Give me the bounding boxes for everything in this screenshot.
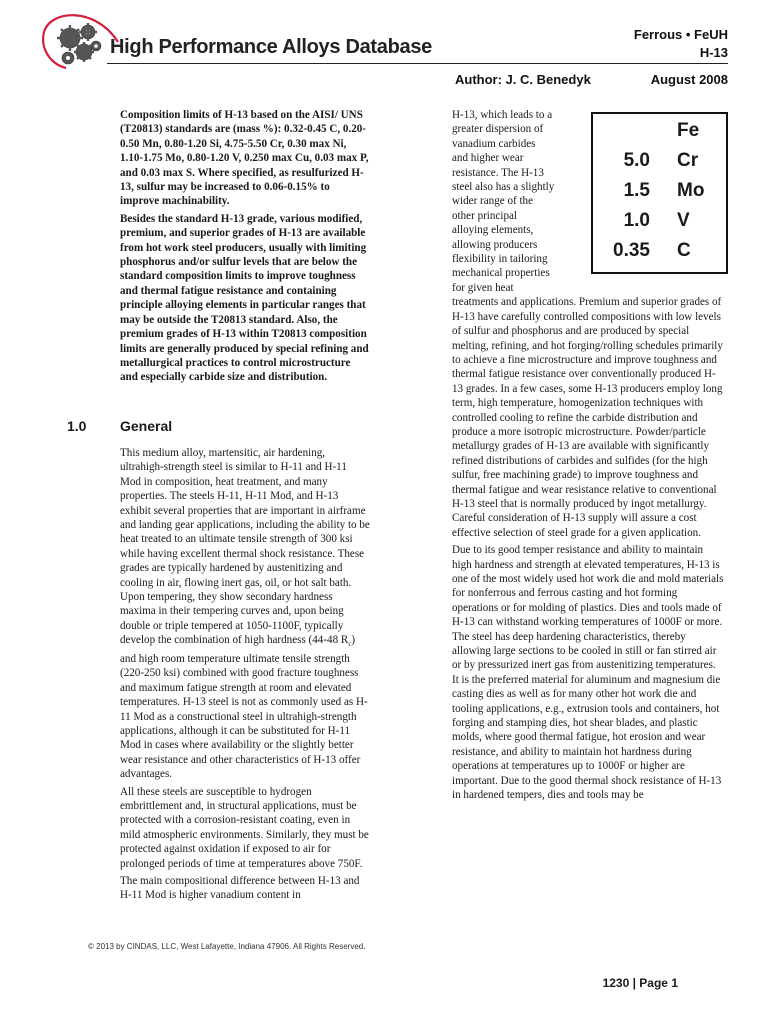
narrow-line: allowing producers	[452, 238, 538, 251]
composition-element: Fe	[677, 120, 700, 141]
designation-label: H-13	[699, 45, 728, 60]
composition-element: C	[677, 240, 691, 261]
narrow-line: flexibility in tailoring	[452, 253, 548, 266]
general-paragraph-1-b: ) and high room temperature ultimate tensile strength (220-250 ksi) combined with good fracture toughness and maximum fatigue strength at room and elevated temperatures. H-13 steel is not as commonly used as H-11 Mod as a constructional steel in ultrahigh-strength applications, although it can be substituted for H-11 Mod in cases where availability or the slightly better wear resistance and other characteristics of H-13 offer advantages.	[120, 634, 368, 781]
narrow-line: H-13, which leads to a	[452, 109, 553, 121]
composition-value: 5.0	[623, 150, 650, 171]
left-column	[120, 108, 370, 388]
composition-row	[593, 210, 726, 240]
grades-paragraph: Besides the standard H-13 grade, various modified, premium, and superior grades of H-13 are available from hot work steel producers, usually with limiting phosphorus and/or sulfur levels that are below the standard composition limits to improve toughness and thermal fatigue resistance and containing principle alloying elements in particular ranges that may be outside the T20813 standard. Also, the premium grades of H-13 within T20813 composition limits are generally produced by special refining and metallurgical practices to control microstructure and especially carbide size and distribution.	[120, 212, 369, 384]
general-paragraph-3: The main compositional difference between H-13 and H-11 Mod is higher vanadium content in	[120, 875, 360, 902]
gear-cluster-logo-icon	[40, 12, 120, 84]
composition-row	[593, 240, 726, 270]
narrow-line: resistance. The H-13	[452, 166, 544, 179]
narrow-line: alloying elements,	[452, 224, 534, 237]
author-line: Author: J. C. Benedyk	[455, 72, 591, 87]
copyright-notice: © 2013 by CINDAS, LLC, West Lafayette, Indiana 47906. All Rights Reserved.	[88, 942, 366, 951]
composition-element: Cr	[677, 150, 699, 171]
narrow-line: greater dispersion of	[452, 123, 544, 136]
general-paragraph-1	[120, 446, 370, 782]
publication-date: August 2008	[650, 72, 728, 87]
narrow-line: steel also has a slightly	[452, 181, 555, 194]
section-number: 1.0	[67, 418, 87, 434]
composition-value: 1.5	[623, 180, 650, 201]
composition-value: 1.0	[623, 210, 650, 231]
narrow-line: mechanical properties	[452, 267, 550, 280]
composition-value: 0.35	[613, 240, 650, 261]
composition-element: Mo	[677, 180, 705, 201]
composition-limits-paragraph: Composition limits of H-13 based on the AISI/ UNS (T20813) standards are (mass %): 0.32-0.45 C, 0.20-0.50 Mn, 0.80-1.20 Si, 4.75-5.50 Cr, 0.30 max Ni, 1.10-1.75 Mo, 0.80-1.20 V, 0.250 max Cu, 0.03 max P, and 0.03 max S. Where specified, as resulfurized H-13, sulfur may be increased to 0.06-0.15% to improve machinability.	[120, 109, 369, 208]
grades-continuation-paragraph: treatments and applications. Premium and superior grades of H-13 have carefully controlled compositions with low levels of sulfur and phosphorus and are produced by special melting, refining, and hot forging/rolling schedules primarily to achieve a fine microstructure and improve toughness and thermal fatigue resistance over conventionally produced H-13 grades. In a few cases, some H-13 producers employ long term, high temperature, homogenization techniques with controlled cooling to refine the carbide distribution and produce a more isotropic microstructure. Powder/particle metallurgy grades of H-13 are available with significantly refined distributions of carbides and sulfides (for the high sulfur, free machining grade) to improve toughness and thermal fatigue and wear resistance relative to conventional H-13 steel that is normally produced by ingot metallurgy. Careful consideration of H-13 supply will assure a cost effective selection of steel grade for a given application.	[452, 296, 723, 539]
hot-work-paragraph: Due to its good temper resistance and ability to maintain high hardness and strength at elevated temperatures, H-13 is one of the most widely used hot work die and mold materials for nonferrous and ferrous casting and hot forming operations or for molding of plastics. Dies and tools made of H-13 can withstand working temperatures of 1000F or more. The steel has deep hardening characteristics, thereby allowing large sections to be cooled in still or fan stirred air or by pressurized inert gas from austenitizing temperatures. It is the preferred material for aluminum and magnesium die casting dies as well as for many other hot work die and tooling applications, e.g., extrusion tools and containers, hot forging and stamping dies, hot shear blades, and plastic molds, where good thermal fatigue, hot erosion and wear resistance, and ability to maintain hot hardness during operations at temperatures up to 1000F or higher are important. Due to the good thermal shock resistance of H-13 in hardened tempers, dies and tools may be	[452, 544, 724, 802]
composition-box	[591, 112, 728, 274]
general-paragraph-2: All these steels are susceptible to hydrogen embrittlement and, in structural applications, must be protected with a corrosion-resistant coating, even in mild atmospheric environments. Similarly, they must be protected against oxidation if exposed to air for prolonged periods of time at temperatures above 750F.	[120, 785, 369, 870]
composition-row	[593, 180, 726, 210]
category-label: Ferrous • FeUH	[633, 27, 728, 42]
narrow-line: and higher wear	[452, 152, 524, 165]
rockwell-subscript: c	[348, 640, 352, 649]
narrow-text-block	[452, 108, 587, 295]
left-column-body	[120, 446, 370, 906]
page-number: 1230 | Page 1	[602, 976, 678, 990]
narrow-line: wider range of the	[452, 195, 534, 208]
header-classification	[634, 26, 728, 62]
composition-row	[593, 120, 726, 150]
narrow-line: vanadium carbides	[452, 137, 536, 150]
general-paragraph-1-a: This medium alloy, martensitic, air hardening, ultrahigh-strength steel is similar to H-11 and H-11 Mod in composition, heat treatment, and many properties. The steels H-11, H-11 Mod, and H-13 exhibit several properties that are important in airframe and landing gear applications, including the ability to be heat treated to an ultimate tensile strength of 300 ksi while having excellent thermal shock resistance. These grades are typically hardened by austenitizing and cooling in air, flowing inert gas, oil, or hot salt bath. Upon tempering, they show secondary hardness maxima in their tempering curves and, upon being double or triple tempered at 1050-1100F, typically develop the combination of high hardness (44-48 R	[120, 447, 370, 647]
composition-row	[593, 150, 726, 180]
section-title: General	[120, 418, 173, 434]
narrow-line: other principal	[452, 209, 517, 222]
narrow-line: for given heat	[452, 281, 514, 294]
database-title: High Performance Alloys Database	[110, 36, 432, 58]
composition-element: V	[677, 210, 690, 231]
header-rule	[107, 63, 728, 64]
